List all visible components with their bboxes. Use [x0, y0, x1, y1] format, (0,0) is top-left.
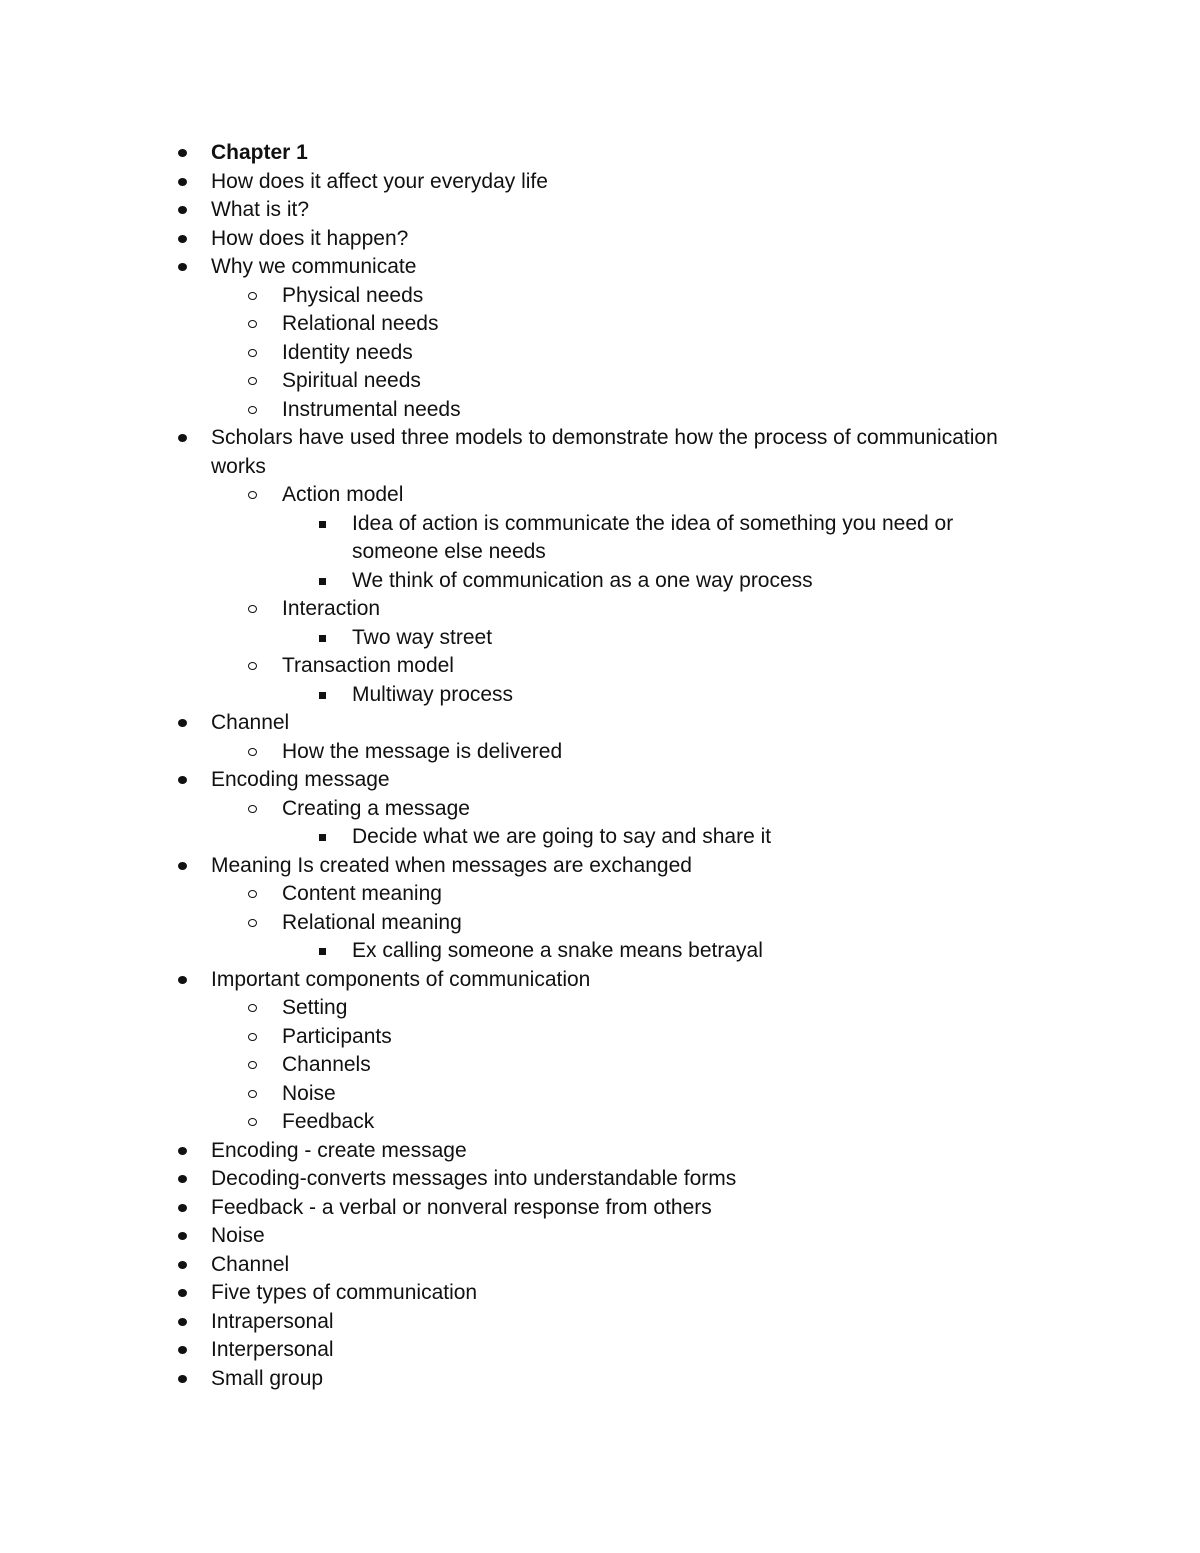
list-item-text: Relational meaning [282, 910, 462, 934]
list-item [0, 481, 1200, 510]
square-bullet-icon [319, 578, 326, 585]
list-item [0, 424, 1200, 481]
list-item [0, 795, 1200, 824]
list-item-text: Transaction model [282, 654, 454, 677]
circle-bullet-icon [248, 349, 257, 357]
disc-bullet-icon [178, 1175, 187, 1183]
list-item [0, 1137, 1200, 1166]
list-item-text: Multiway process [352, 682, 514, 706]
circle-bullet-icon [248, 890, 257, 898]
list-item-text: We think of communication as a one way process [352, 568, 813, 592]
list-item [0, 1194, 1200, 1223]
list-item-text: Physical needs [282, 283, 424, 307]
list-item [0, 1251, 1200, 1280]
list-item [0, 1023, 1200, 1052]
disc-bullet-icon [178, 263, 187, 271]
list-item [0, 282, 1200, 311]
list-item [0, 709, 1200, 738]
list-item [0, 624, 1200, 653]
circle-bullet-icon [248, 491, 257, 499]
list-item-text: Scholars have used three models to demonstrate how the process of communication works [211, 426, 998, 478]
circle-bullet-icon [248, 662, 257, 670]
list-item-text: Decoding-converts messages into understandable forms [211, 1167, 737, 1190]
disc-bullet-icon [178, 776, 187, 784]
list-item [0, 253, 1200, 282]
list-item-text: Spiritual needs [282, 369, 421, 392]
disc-bullet-icon [178, 1318, 187, 1326]
circle-bullet-icon [248, 377, 257, 385]
square-bullet-icon [319, 635, 326, 642]
list-item-text: Meaning Is created when messages are exchanged [211, 853, 692, 877]
list-item-text: Feedback [282, 1110, 375, 1133]
list-item-text: Feedback - a verbal or nonveral response from others [211, 1195, 712, 1219]
list-item [0, 196, 1200, 225]
list-item [0, 994, 1200, 1023]
list-item [0, 1051, 1200, 1080]
disc-bullet-icon [178, 1375, 187, 1383]
list-item-text: Chapter 1 [211, 141, 308, 164]
list-item-text: Channel [211, 711, 290, 734]
list-item-text: Channels [282, 1053, 371, 1076]
list-item [0, 766, 1200, 795]
list-item [0, 1108, 1200, 1137]
list-item [0, 339, 1200, 368]
circle-bullet-icon [248, 748, 257, 756]
disc-bullet-icon [178, 1261, 187, 1269]
list-item-text: Channel [211, 1252, 290, 1276]
list-item-text: Important components of communication [211, 967, 591, 991]
circle-bullet-icon [248, 1118, 257, 1126]
list-item [0, 937, 1200, 966]
list-item-text: Idea of action is communicate the idea of something you need or someone else needs [352, 511, 954, 563]
circle-bullet-icon [248, 1004, 257, 1012]
list-item [0, 225, 1200, 254]
list-item [0, 681, 1200, 710]
list-item-text: How does it happen? [211, 226, 409, 250]
list-item [0, 168, 1200, 197]
square-bullet-icon [319, 521, 326, 528]
disc-bullet-icon [178, 719, 187, 727]
list-item-text: Creating a message [282, 796, 470, 820]
circle-bullet-icon [248, 605, 257, 613]
disc-bullet-icon [178, 1147, 187, 1155]
list-item-text: Encoding - create message [211, 1138, 467, 1162]
list-item-text: Two way street [352, 625, 493, 649]
circle-bullet-icon [248, 406, 257, 414]
list-item-text: Small group [211, 1366, 324, 1390]
list-item-text: Intrapersonal [211, 1309, 334, 1333]
list-item-text: Participants [282, 1024, 392, 1048]
circle-bullet-icon [248, 292, 257, 300]
square-bullet-icon [319, 834, 326, 841]
list-item-text: Why we communicate [211, 255, 417, 278]
list-item-text: Instrumental needs [282, 397, 461, 421]
list-item-text: How does it affect your everyday life [211, 169, 548, 193]
list-item [0, 880, 1200, 909]
disc-bullet-icon [178, 178, 187, 186]
list-item-text: Five types of communication [211, 1281, 478, 1304]
list-item-text: Interaction [282, 597, 381, 620]
list-item-text: Relational needs [282, 312, 439, 335]
circle-bullet-icon [248, 919, 257, 927]
circle-bullet-icon [248, 1061, 257, 1069]
disc-bullet-icon [178, 206, 187, 214]
disc-bullet-icon [178, 235, 187, 243]
list-item-text: Setting [282, 996, 348, 1019]
list-item-text: Interpersonal [211, 1338, 334, 1361]
list-item [0, 909, 1200, 938]
disc-bullet-icon [178, 1289, 187, 1297]
list-item [0, 1222, 1200, 1251]
list-item-text: Noise [211, 1224, 265, 1247]
list-item-text: Ex calling someone a snake means betrayal [352, 939, 763, 962]
list-item [0, 1165, 1200, 1194]
list-item [0, 852, 1200, 881]
circle-bullet-icon [248, 1090, 257, 1098]
disc-bullet-icon [178, 862, 187, 870]
square-bullet-icon [319, 948, 326, 955]
list-item [0, 567, 1200, 596]
list-item-text: Noise [282, 1081, 336, 1105]
list-item-text: What is it? [211, 198, 310, 221]
list-item [0, 595, 1200, 624]
list-item [0, 396, 1200, 425]
list-item-text: Action model [282, 483, 404, 506]
outline-list [0, 139, 1200, 1393]
list-item [0, 738, 1200, 767]
list-item-text: Encoding message [211, 768, 390, 791]
list-item [0, 1080, 1200, 1109]
circle-bullet-icon [248, 1033, 257, 1041]
disc-bullet-icon [178, 1346, 187, 1354]
circle-bullet-icon [248, 805, 257, 813]
list-item [0, 310, 1200, 339]
list-item [0, 510, 1200, 567]
disc-bullet-icon [178, 149, 187, 157]
disc-bullet-icon [178, 434, 187, 442]
list-item [0, 367, 1200, 396]
list-item-text: How the message is delivered [282, 739, 563, 763]
list-item [0, 1279, 1200, 1308]
chapter-heading [0, 139, 1200, 168]
list-item [0, 1365, 1200, 1394]
list-item [0, 1308, 1200, 1337]
list-item [0, 1336, 1200, 1365]
disc-bullet-icon [178, 976, 187, 984]
square-bullet-icon [319, 692, 326, 699]
list-item [0, 823, 1200, 852]
circle-bullet-icon [248, 320, 257, 328]
disc-bullet-icon [178, 1232, 187, 1240]
disc-bullet-icon [178, 1204, 187, 1212]
list-item [0, 652, 1200, 681]
list-item [0, 966, 1200, 995]
list-item-text: Content meaning [282, 882, 442, 905]
list-item-text: Decide what we are going to say and share it [352, 825, 772, 848]
list-item-text: Identity needs [282, 340, 413, 364]
